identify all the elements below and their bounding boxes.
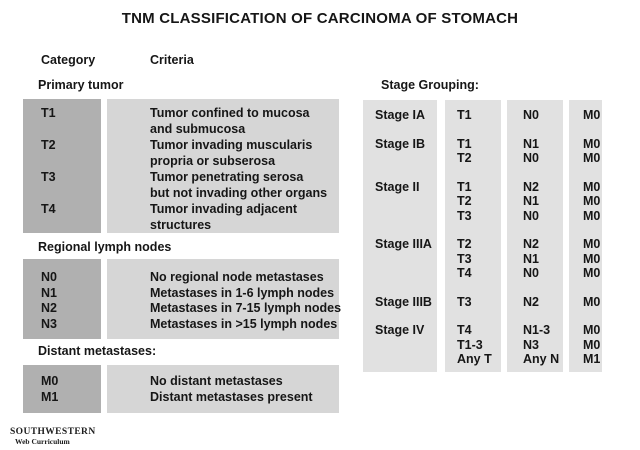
m-value: M0 (583, 266, 601, 280)
table-row-line (23, 390, 339, 406)
primary-tumor-rows (23, 99, 339, 234)
logo-line-1: SOUTHWESTERN (10, 427, 96, 437)
stage-group (363, 180, 603, 224)
m-value: M0 (583, 337, 601, 352)
t-value: T1 (457, 136, 472, 151)
category-code: T4 (41, 202, 56, 216)
category-code: M0 (41, 374, 59, 388)
table-row-line (23, 186, 339, 202)
stage-label: Stage IIIB (375, 294, 432, 309)
distant-metastases-rows (23, 365, 339, 405)
m-value: M0 (583, 323, 601, 337)
t-value: T4 (457, 266, 472, 280)
criteria-text: No distant metastases (150, 374, 283, 388)
stage-row (363, 108, 603, 123)
table-row-line (23, 106, 339, 122)
section-heading-primary-tumor: Primary tumor (38, 78, 124, 92)
m-value: M0 (583, 194, 601, 208)
n-value: N1 (523, 251, 539, 266)
t-value: T3 (457, 208, 472, 223)
table-row-line (23, 374, 339, 390)
table-row-line (23, 202, 339, 218)
stage-row (363, 151, 603, 166)
stage-label: Stage IA (375, 108, 426, 122)
table-row-line (23, 317, 339, 333)
stage-group (363, 108, 603, 123)
section-heading-regional-lymph-nodes: Regional lymph nodes (38, 240, 172, 254)
primary-tumor-table (23, 99, 339, 233)
t-value: T3 (457, 251, 472, 266)
n-value: N2 (523, 237, 539, 251)
table-row-line (23, 301, 342, 317)
stage-label: Stage IIIA (375, 237, 432, 251)
table-row-line (23, 170, 339, 186)
criteria-text: Tumor invading muscularis (150, 138, 313, 152)
category-code: N1 (41, 285, 57, 300)
criteria-text: structures (150, 218, 212, 232)
criteria-text: Metastases in 7-15 lymph nodes (150, 301, 342, 315)
n-value: N1 (523, 194, 539, 208)
regional-lymph-nodes-rows (23, 259, 342, 332)
southwestern-logo (10, 428, 96, 445)
m-value: M0 (583, 237, 601, 251)
criteria-text: Tumor invading adjacent (150, 202, 298, 216)
category-code: M1 (41, 389, 59, 404)
table-row-line (23, 286, 339, 302)
category-code: N3 (41, 316, 57, 331)
n-value: N0 (523, 208, 539, 223)
stage-row (363, 352, 603, 367)
t-value: T1-3 (457, 337, 483, 352)
n-value: N0 (523, 108, 539, 122)
m-value: M0 (583, 251, 601, 266)
table-row-line (23, 154, 339, 170)
criteria-text: No regional node metastases (150, 270, 324, 284)
category-code: N0 (41, 270, 57, 284)
t-value: T2 (457, 151, 472, 165)
section-heading-distant-metastases: Distant metastases: (38, 344, 157, 358)
table-row-line (23, 270, 339, 286)
stage-label: Stage II (375, 179, 420, 194)
stage-group (363, 323, 603, 367)
regional-lymph-nodes-table (23, 259, 342, 339)
t-value: T2 (457, 194, 472, 208)
stage-group (363, 237, 603, 281)
n-value: N2 (523, 294, 539, 309)
m-value: M0 (583, 208, 601, 223)
distant-metastases-table (23, 365, 339, 413)
t-value: T2 (457, 237, 472, 251)
criteria-text: but not invading other organs (150, 186, 328, 200)
logo-line-2: Web Curriculum (15, 436, 70, 446)
stage-row (363, 266, 603, 281)
n-value: N1 (523, 136, 539, 151)
category-column-header: Category (41, 53, 96, 67)
m-value: M0 (583, 136, 601, 151)
n-value: N2 (523, 179, 539, 194)
table-row-line (23, 138, 339, 154)
n-value: N0 (523, 266, 539, 280)
stage-row (363, 209, 603, 224)
table-row-line (23, 122, 339, 138)
m-value: M0 (583, 151, 601, 165)
criteria-text: propria or subserosa (150, 154, 276, 168)
t-value: T1 (457, 179, 472, 194)
n-value: N1-3 (523, 323, 551, 337)
stage-label: Stage IV (375, 323, 425, 337)
criteria-text: Tumor confined to mucosa (150, 106, 310, 120)
stage-group (363, 295, 603, 310)
stage-row (363, 237, 603, 252)
stage-row (363, 338, 603, 353)
stage-row (363, 295, 603, 310)
page-title: TNM CLASSIFICATION OF CARCINOMA OF STOMACH (121, 10, 519, 27)
stage-row (363, 180, 603, 195)
m-value: M0 (583, 179, 601, 194)
m-value: M0 (583, 294, 601, 309)
stage-row (363, 323, 603, 338)
t-value: T4 (457, 323, 472, 337)
category-code: N2 (41, 301, 57, 315)
category-code: T2 (41, 138, 56, 152)
criteria-text: and submucosa (150, 122, 246, 136)
category-code: T3 (41, 170, 56, 184)
stage-row (363, 194, 603, 209)
stage-group (363, 137, 603, 166)
category-code: T1 (41, 106, 56, 120)
stage-row (363, 252, 603, 267)
criteria-text: Metastases in >15 lymph nodes (150, 316, 338, 331)
n-value: Any N (523, 352, 560, 366)
n-value: N0 (523, 151, 539, 165)
criteria-column-header: Criteria (150, 53, 194, 67)
criteria-text: Metastases in 1-6 lymph nodes (150, 285, 335, 300)
stage-label: Stage IB (375, 136, 426, 151)
stage-grouping-table (363, 100, 603, 372)
t-value: T1 (457, 108, 472, 122)
stage-grouping-rows (363, 100, 603, 367)
n-value: N3 (523, 337, 539, 352)
stage-grouping-heading: Stage Grouping: (381, 78, 479, 92)
t-value: Any T (457, 352, 492, 366)
table-row-line (23, 218, 339, 234)
criteria-text: Tumor penetrating serosa (150, 170, 304, 184)
criteria-text: Distant metastases present (150, 389, 313, 404)
m-value: M1 (583, 352, 601, 366)
m-value: M0 (583, 108, 601, 122)
t-value: T3 (457, 294, 472, 309)
stage-row (363, 137, 603, 152)
